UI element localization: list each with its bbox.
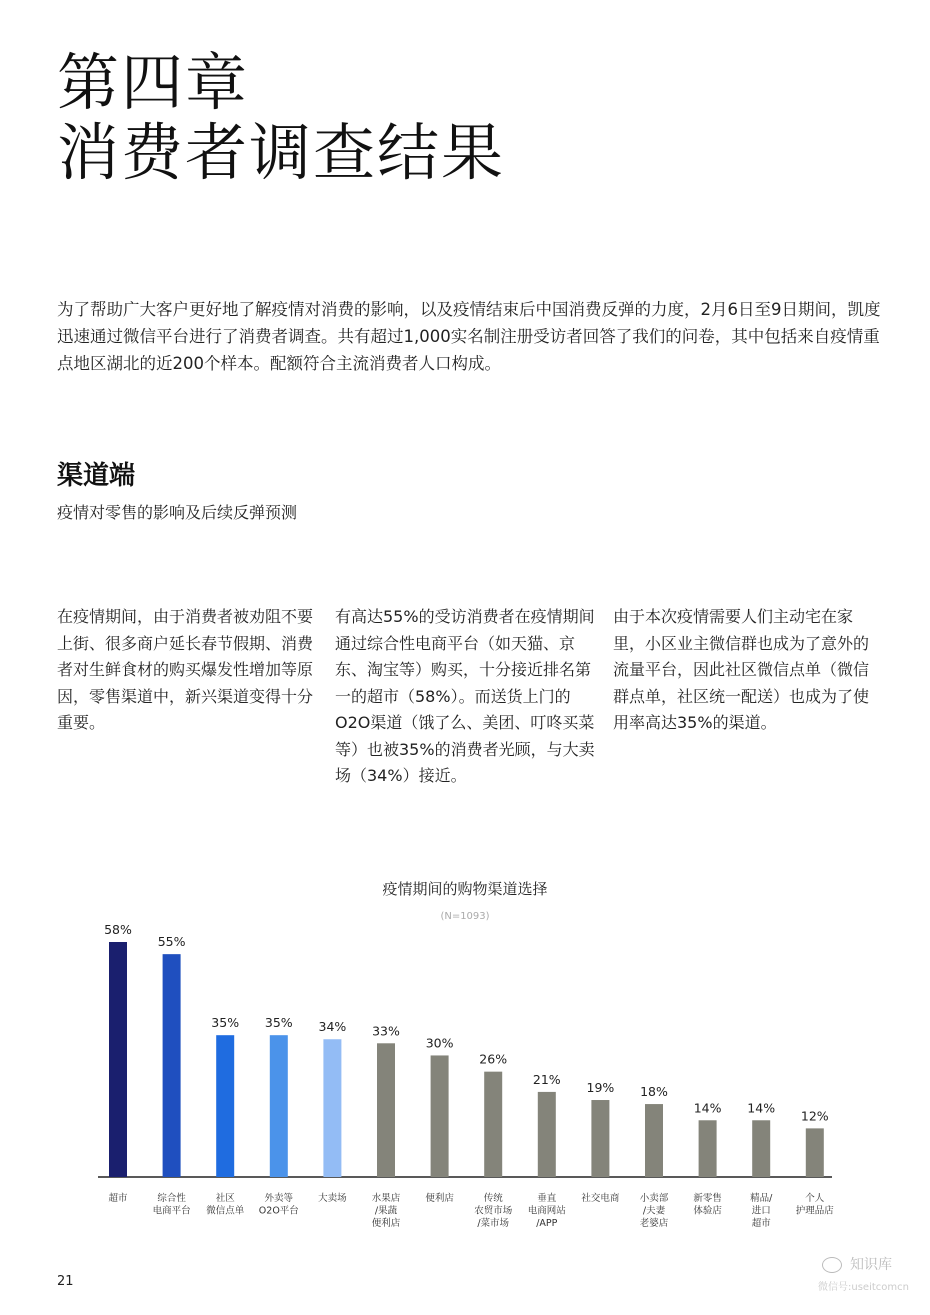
bar-value-label: 26%: [479, 1051, 508, 1067]
bar-value-label: 35%: [264, 1015, 293, 1031]
category-label: 传统: [483, 1193, 503, 1204]
bar-value-label: 33%: [372, 1023, 400, 1039]
section-subtitle: 疫情对零售的影响及后续反弹预测: [57, 503, 298, 522]
category-label: 微信点单: [206, 1205, 245, 1217]
category-label: /果蔬: [374, 1205, 398, 1217]
bar-value-label: 34%: [318, 1019, 347, 1035]
bar: [216, 1035, 234, 1177]
bar: [323, 1039, 341, 1177]
bar: [806, 1128, 824, 1177]
category-label: 垂直: [537, 1193, 557, 1204]
category-label: 综合性: [157, 1193, 186, 1204]
text-column-2: 有高达55%的受访消费者在疫情期间通过综合性电商平台（如天猫、京东、淘宝等）购买，十分接近排名第一的超市（58%）。而送货上门的O2O渠道（饿了么、美团、叮咚买菜等）也被35%的消费者光顾，与大卖场（34%）接近。: [335, 607, 595, 785]
category-label: /夫妻: [642, 1205, 666, 1217]
category-label: 超市: [108, 1193, 128, 1204]
category-label: 个人: [805, 1193, 825, 1204]
watermark-name: 知识库: [850, 1257, 892, 1273]
intro-paragraph: 为了帮助广大客户更好地了解疫情对消费的影响，以及疫情结束后中国消费反弹的力度，2月6日至9日期间，凯度迅速通过微信平台进行了消费者调查。共有超过1,000实名制注册受访者回答了我们的问卷，其中包括来自疫情重点地区湖北的近200个样本。配额符合主流消费者人口构成。: [57, 300, 881, 373]
category-label: 便利店: [371, 1218, 401, 1229]
category-label: /APP: [536, 1218, 558, 1229]
watermark-logo: [822, 1254, 892, 1274]
bar-value-label: 30%: [425, 1035, 454, 1051]
bar: [109, 942, 127, 1177]
text-column-1: 在疫情期间，由于消费者被劝阻不要上街、很多商户延长春节假期、消费者对生鲜食材的购买爆发性增加等原因，零售渠道中，新兴渠道变得十分重要。: [57, 607, 314, 732]
text-column-3: 由于本次疫情需要人们主动宅在家里，小区业主微信群也成为了意外的流量平台，因此社区微信点单（微信群点单，社区统一配送）也成为了使用率高达35%的渠道。: [613, 607, 870, 732]
bar: [270, 1035, 288, 1177]
category-label: /菜市场: [477, 1218, 510, 1229]
category-label: 精品/: [750, 1193, 773, 1204]
bar-value-label: 14%: [693, 1100, 722, 1116]
bar: [377, 1043, 395, 1177]
category-label: 超市: [751, 1218, 771, 1229]
chart-title: 疫情期间的购物渠道选择: [382, 880, 548, 898]
category-label: 护理品店: [795, 1205, 834, 1217]
bar: [431, 1055, 449, 1177]
category-label: 农贸市场: [474, 1205, 513, 1217]
category-label: 电商网站: [527, 1205, 566, 1217]
category-label: 小卖部: [639, 1193, 669, 1204]
bar-value-label: 14%: [747, 1100, 776, 1116]
bar-value-label: 58%: [104, 922, 132, 937]
bar: [163, 954, 181, 1177]
bar: [645, 1104, 663, 1177]
category-label: 进口: [751, 1205, 771, 1217]
category-label: 电商平台: [152, 1205, 191, 1217]
chat-bubble-icon: [822, 1257, 842, 1273]
category-label: 社交电商: [581, 1193, 620, 1204]
category-label: 新零售: [693, 1193, 722, 1204]
bar-value-label: 12%: [800, 1108, 829, 1124]
page-number: 21: [57, 1274, 74, 1289]
category-label: 外卖等: [264, 1193, 294, 1204]
watermark-account: 微信号:useitcomcn: [818, 1282, 909, 1293]
category-label: 水果店: [371, 1193, 401, 1204]
chapter-name: 消费者调查结果: [57, 116, 506, 189]
bar-value-label: 19%: [586, 1080, 615, 1096]
chart-sample-size: (N=1093): [440, 911, 490, 922]
category-label: 老婆店: [639, 1218, 669, 1229]
bar-value-label: 55%: [157, 934, 186, 950]
category-label: 大卖场: [318, 1193, 347, 1204]
category-label: 便利店: [425, 1193, 454, 1204]
bar-value-label: 35%: [211, 1015, 240, 1031]
bar-value-label: 18%: [640, 1084, 668, 1100]
category-label: O2O平台: [258, 1205, 299, 1217]
chapter-number: 第四章: [57, 46, 250, 119]
bar-value-label: 21%: [532, 1071, 561, 1087]
bar: [538, 1092, 556, 1177]
bar: [699, 1120, 717, 1177]
section-title: 渠道端: [57, 461, 136, 491]
bar: [752, 1120, 770, 1177]
bar: [484, 1072, 502, 1177]
category-label: 社区: [215, 1193, 235, 1204]
bar: [591, 1100, 609, 1177]
category-label: 体验店: [693, 1205, 722, 1217]
